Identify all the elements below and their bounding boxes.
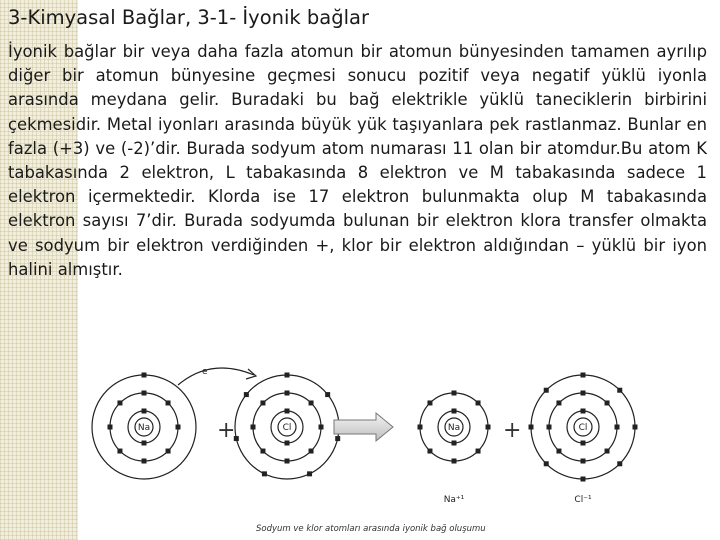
cl-ion-electron: [617, 461, 622, 466]
cl-atom-electron: [325, 392, 330, 397]
na-ion-electron: [452, 441, 457, 446]
cl-ion-electron: [544, 388, 549, 393]
na-ion-electron: [427, 400, 432, 405]
na-atom-electron: [142, 441, 147, 446]
na-ion-electron: [486, 425, 491, 430]
na-ion-electron: [452, 391, 457, 396]
na-atom-electron: [108, 425, 113, 430]
cl-ion-electron: [605, 400, 610, 405]
cl-atom-electron: [285, 391, 290, 396]
cl-ion-electron: [581, 477, 586, 482]
na-atom-electron: [142, 391, 147, 396]
na-ion-electron: [418, 425, 423, 430]
cl-ion-center-label: Cl: [578, 423, 588, 433]
na-atom-electron: [166, 449, 171, 454]
cl-atom-electron: [307, 471, 312, 476]
cl-ion-electron: [556, 400, 561, 405]
ionic-bond-figure: [86, 355, 720, 540]
cl-atom-electron: [285, 409, 290, 414]
cl-ion-electron: [581, 373, 586, 378]
cl-atom-electron: [262, 471, 267, 476]
na-atom-electron: [117, 400, 122, 405]
cl-ion-electron: [633, 425, 638, 430]
na-ion-label: Na⁺¹: [443, 495, 465, 505]
cl-ion-electron: [605, 449, 610, 454]
electron-transfer-arrow: [178, 368, 254, 385]
cl-ion-electron: [581, 409, 586, 414]
slide-title: 3-Kimyasal Bağlar, 3-1- İyonik bağlar: [8, 6, 370, 29]
plus-sign-1: +: [217, 418, 236, 443]
cl-atom-electron: [309, 400, 314, 405]
cl-atom-electron: [260, 400, 265, 405]
na-ion-electron: [476, 400, 481, 405]
cl-ion-electron: [615, 425, 620, 430]
na-ion-electron: [476, 449, 481, 454]
cl-atom-label: Cl: [282, 423, 292, 433]
na-ion-center-label: Na: [447, 423, 461, 433]
na-atom-label: Na: [137, 423, 151, 433]
cl-ion-electron: [529, 425, 534, 430]
cl-ion-electron: [581, 441, 586, 446]
cl-atom-electron: [260, 449, 265, 454]
cl-atom-electron: [309, 449, 314, 454]
body-paragraph: İyonik bağlar bir veya daha fazla atomun bir atomun bünyesinden tamamen ayrılıp diğer bir atomun bünyesine geçmesi sonucu pozitif veya negatif yüklü iyonla arasında meydana gelir. Buradaki bu bağ elektrikle yüklü taneciklerin birbirini çekmesidir. Metal iyonları arasında büyük yük taşıyanlara pek rastlanmaz. Bunlar en fazla (+3) ve (-2)’dir. Burada sodyum atom numarası 11 olan bir atomdur.Bu atom K tabakasında 2 elektron, L tabakasında 8 elektron ve M tabakasında sadece 1 elektron içermektedir. Klorda ise 17 elektron bulunmakta olup M tabakasında elektron sayısı 7’dir. Burada sodyumda bulunan bir elektron klora transfer olmakta ve sodyum bir elektron verdiğinden +, klor bir elektron aldığından – yüklü bir iyon halini almıştır.: [8, 42, 707, 279]
cl-atom-electron: [319, 425, 324, 430]
electron-label: e⁻: [202, 367, 213, 377]
cl-atom-electron: [285, 373, 290, 378]
na-ion-electron: [452, 459, 457, 464]
cl-ion-label: Cl⁻¹: [574, 495, 592, 505]
cl-ion-electron: [556, 449, 561, 454]
plus-sign-2: +: [503, 418, 522, 443]
reaction-arrow: [334, 413, 393, 441]
cl-ion-electron: [547, 425, 552, 430]
cl-atom-electron: [251, 425, 256, 430]
na-atom-electron: [117, 449, 122, 454]
na-atom-electron: [176, 425, 181, 430]
ionic-bond-diagram: [86, 355, 720, 540]
na-ion-electron: [427, 449, 432, 454]
cl-ion-electron: [617, 388, 622, 393]
na-atom-electron: [142, 373, 147, 378]
cl-ion-electron: [581, 391, 586, 396]
cl-atom-electron: [285, 459, 290, 464]
cl-atom-electron: [335, 436, 340, 441]
cl-atom-electron: [285, 441, 290, 446]
na-atom-electron: [142, 409, 147, 414]
cl-ion-electron: [544, 461, 549, 466]
na-atom-electron: [166, 400, 171, 405]
na-atom-electron: [142, 459, 147, 464]
cl-ion-electron: [581, 459, 586, 464]
na-ion-electron: [452, 409, 457, 414]
figure-caption: Sodyum ve klor atomları arasında iyonik bağ oluşumu: [256, 524, 486, 534]
cl-atom-electron: [244, 392, 249, 397]
